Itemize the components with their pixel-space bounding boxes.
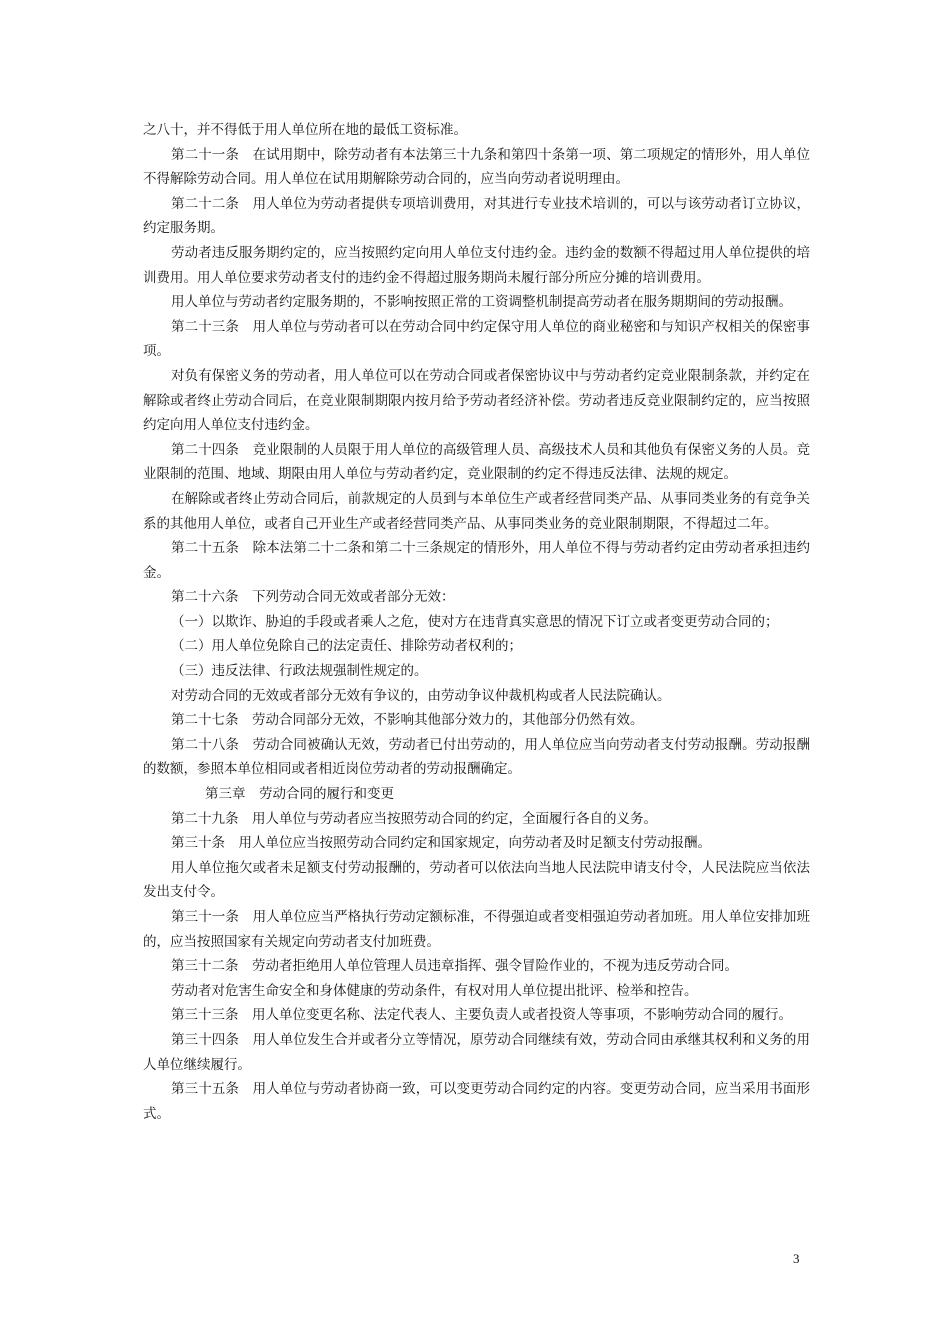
paragraph: 对负有保密义务的劳动者，用人单位可以在劳动合同或者保密协议中与劳动者约定竞业限制条款，并约定在解除或者终止劳动合同后，在竞业限制期限内按月给予劳动者经济补偿。劳动者违反竞业限制约定的，应当按照约定向用人单位支付违约金。: [143, 367, 810, 434]
article-25: 第二十五条 除本法第二十二条和第二十三条规定的情形外，用人单位不得与劳动者约定由劳动者承担违约金。: [143, 540, 810, 581]
page-number: 3: [793, 1251, 800, 1266]
article-31: 第三十一条 用人单位应当严格执行劳动定额标准，不得强迫或者变相强迫劳动者加班。用人单位安排加班的，应当按照国家有关规定向劳动者支付加班费。: [143, 909, 810, 950]
paragraph: 对劳动合同的无效或者部分无效有争议的，由劳动争议仲裁机构或者人民法院确认。: [171, 687, 671, 704]
list-item: （三）违反法律、行政法规强制性规定的。: [171, 663, 428, 680]
article-24: 第二十四条 竞业限制的人员限于用人单位的高级管理人员、高级技术人员和其他负有保密义务的人员。竞业限制的范围、地域、期限由用人单位与劳动者约定，竞业限制的约定不得违反法律、法规的规定。: [143, 441, 810, 483]
article-35: 第三十五条 用人单位与劳动者协商一致，可以变更劳动合同约定的内容。变更劳动合同，应当采用书面形式。: [143, 1081, 810, 1122]
chapter-heading: 第三章 劳动合同的履行和变更: [205, 786, 394, 803]
article-34: 第三十四条 用人单位发生合并或者分立等情况，原劳动合同继续有效，劳动合同由承继其权利和义务的用人单位继续履行。: [143, 1031, 810, 1073]
paragraph: 用人单位拖欠或者未足额支付劳动报酬的，劳动者可以依法向当地人民法院申请支付令，人民法院应当依法发出支付令。: [143, 859, 810, 901]
article-33: 第三十三条 用人单位变更名称、法定代表人、主要负责人或者投资人等事项，不影响劳动合同的履行。: [171, 1007, 792, 1024]
paragraph: 在解除或者终止劳动合同后，前款规定的人员到与本单位生产或者经营同类产品、从事同类业务的有竞争关系的其他用人单位，或者自己开业生产或者经营同类产品、从事同类业务的竞业限制期限，不得超过二年。: [143, 490, 810, 532]
article-28: 第二十八条 劳动合同被确认无效，劳动者已付出劳动的，用人单位应当向劳动者支付劳动报酬。劳动报酬的数额，参照本单位相同或者相近岗位劳动者的劳动报酬确定。: [143, 736, 810, 778]
article-32: 第三十二条 劳动者拒绝用人单位管理人员违章指挥、强令冒险作业的，不视为违反劳动合同。: [171, 958, 738, 975]
list-item: （二）用人单位免除自己的法定责任、排除劳动者权利的；: [171, 638, 522, 655]
document-body: [143, 118, 810, 1126]
paragraph: 用人单位与劳动者约定服务期的，不影响按照正常的工资调整机制提高劳动者在服务期期间的劳动报酬。: [171, 294, 792, 311]
paragraph: 劳动者违反服务期约定的，应当按照约定向用人单位支付违约金。违约金的数额不得超过用人单位提供的培训费用。用人单位要求劳动者支付的违约金不得超过服务期尚未履行部分所应分摊的培训费用。: [143, 244, 810, 286]
article-26: 第二十六条 下列劳动合同无效或者部分无效：: [171, 589, 455, 606]
article-29: 第二十九条 用人单位与劳动者应当按照劳动合同的约定，全面履行各自的义务。: [171, 810, 657, 827]
article-30: 第三十条 用人单位应当按照劳动合同约定和国家规定，向劳动者及时足额支付劳动报酬。: [171, 835, 711, 852]
article-21: 第二十一条 在试用期中，除劳动者有本法第三十九条和第四十条第一项、第二项规定的情形外，用人单位不得解除劳动合同。用人单位在试用期解除劳动合同的，应当向劳动者说明理由。: [143, 146, 810, 188]
article-22: 第二十二条 用人单位为劳动者提供专项培训费用，对其进行专业技术培训的，可以与该劳动者订立协议，约定服务期。: [143, 195, 810, 237]
article-23: 第二十三条 用人单位与劳动者可以在劳动合同中约定保守用人单位的商业秘密和与知识产权相关的保密事项。: [143, 318, 810, 360]
paragraph: 劳动者对危害生命安全和身体健康的劳动条件，有权对用人单位提出批评、检举和控告。: [171, 982, 698, 999]
paragraph: 之八十，并不得低于用人单位所在地的最低工资标准。: [143, 122, 467, 138]
article-27: 第二十七条 劳动合同部分无效，不影响其他部分效力的，其他部分仍然有效。: [171, 712, 644, 729]
list-item: （一）以欺诈、胁迫的手段或者乘人之危，使对方在违背真实意思的情况下订立或者变更劳动合同的；: [171, 613, 779, 630]
